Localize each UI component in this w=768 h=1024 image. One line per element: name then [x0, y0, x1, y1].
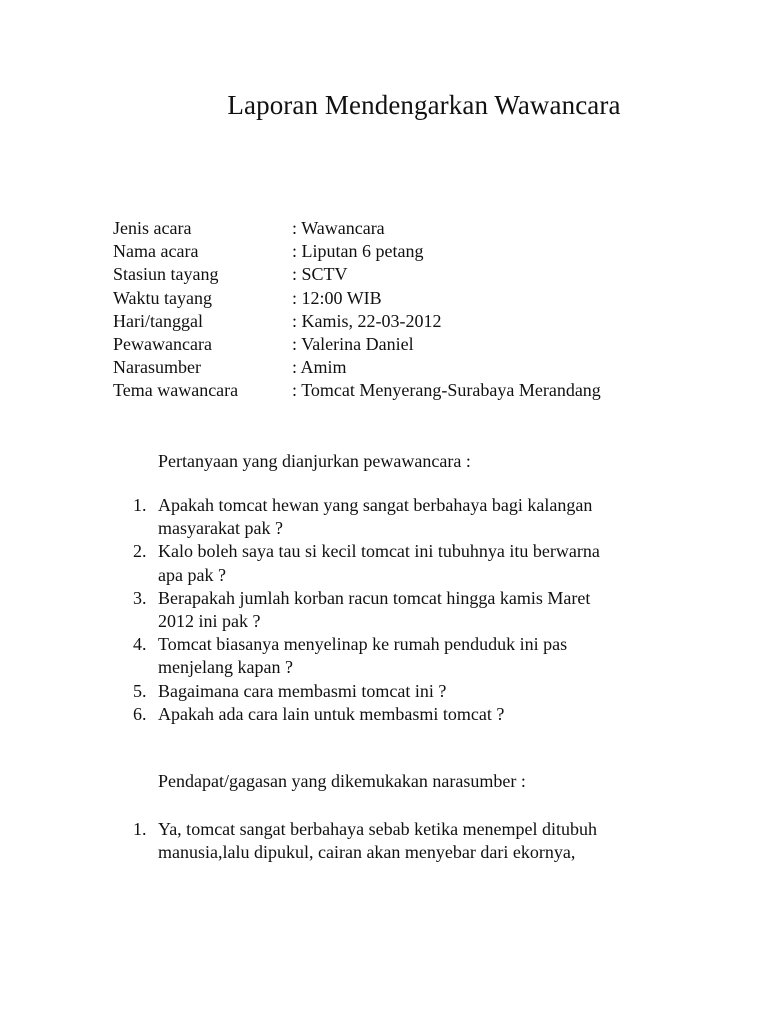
- list-number: 1.: [133, 495, 147, 515]
- list-item: [133, 680, 693, 703]
- info-row-pewawancara: [113, 333, 601, 356]
- info-value: : 12:00 WIB: [292, 287, 382, 310]
- info-label: Nama acara: [113, 241, 199, 262]
- info-value: : Kamis, 22-03-2012: [292, 310, 442, 333]
- list-line: manusia,lalu dipukul, cairan akan menyebar dari ekornya,: [158, 842, 576, 863]
- info-value: : Amim: [292, 356, 347, 379]
- info-label: Narasumber: [113, 357, 201, 378]
- info-row-tema-wawancara: [113, 379, 601, 402]
- list-number: 4.: [133, 634, 147, 655]
- list-line: Berapakah jumlah korban racun tomcat hingga kamis Maret: [158, 587, 591, 608]
- list-line: Bagaimana cara membasmi tomcat ini ?: [158, 680, 447, 701]
- opinions-list: [133, 818, 693, 864]
- info-row-nama-acara: [113, 240, 601, 263]
- list-text: [158, 633, 693, 679]
- list-line: menjelang kapan ?: [158, 657, 293, 678]
- list-text: [158, 587, 693, 633]
- list-number: 5.: [133, 680, 147, 701]
- document-title: Laporan Mendengarkan Wawancara: [227, 90, 621, 120]
- info-value: : Valerina Daniel: [292, 333, 414, 356]
- list-line: Apakah ada cara lain untuk membasmi tomcat ?: [158, 703, 505, 724]
- list-line: Apakah tomcat hewan yang sangat berbahaya bagi kalangan: [158, 495, 593, 515]
- info-label: Jenis acara: [113, 218, 192, 238]
- list-item: [133, 494, 693, 540]
- info-value: : Liputan 6 petang: [292, 240, 423, 263]
- list-item: [133, 633, 693, 679]
- list-item: [133, 587, 693, 633]
- info-label: Waktu tayang: [113, 287, 213, 308]
- info-row-jenis-acara: [113, 217, 601, 240]
- list-item: [133, 703, 693, 726]
- list-text: [158, 540, 693, 586]
- list-number: 1.: [133, 819, 147, 839]
- info-row-waktu-tayang: [113, 287, 601, 310]
- list-number: 2.: [133, 541, 147, 562]
- info-label: Tema wawancara: [113, 380, 239, 401]
- list-number: 3.: [133, 587, 147, 608]
- list-line: apa pak ?: [158, 564, 226, 585]
- questions-heading: Pertanyaan yang dianjurkan pewawancara :: [158, 451, 471, 471]
- list-text: [158, 703, 693, 726]
- list-line: masyarakat pak ?: [158, 518, 283, 539]
- info-value: : SCTV: [292, 263, 348, 286]
- info-label: Hari/tanggal: [113, 310, 203, 331]
- list-line: Tomcat biasanya menyelinap ke rumah penduduk ini pas: [158, 634, 568, 655]
- list-item: [133, 818, 693, 864]
- list-line: 2012 ini pak ?: [158, 611, 261, 632]
- info-value: : Tomcat Menyerang-Surabaya Merandang: [292, 379, 601, 402]
- info-label: Stasiun tayang: [113, 264, 219, 285]
- interview-info-table: [113, 217, 601, 403]
- list-text: [158, 680, 693, 703]
- questions-list: [133, 494, 693, 726]
- list-line: Kalo boleh saya tau si kecil tomcat ini tubuhnya itu berwarna: [158, 541, 600, 562]
- list-item: [133, 540, 693, 586]
- info-label: Pewawancara: [113, 334, 212, 355]
- list-text: [158, 494, 693, 540]
- info-row-narasumber: [113, 356, 601, 379]
- opinions-heading: Pendapat/gagasan yang dikemukakan narasumber :: [158, 771, 526, 791]
- info-row-hari-tanggal: [113, 310, 601, 333]
- info-value: : Wawancara: [292, 217, 385, 240]
- list-text: [158, 818, 693, 864]
- list-number: 6.: [133, 703, 147, 724]
- list-line: Ya, tomcat sangat berbahaya sebab ketika menempel ditubuh: [158, 819, 598, 839]
- info-row-stasiun-tayang: [113, 263, 601, 286]
